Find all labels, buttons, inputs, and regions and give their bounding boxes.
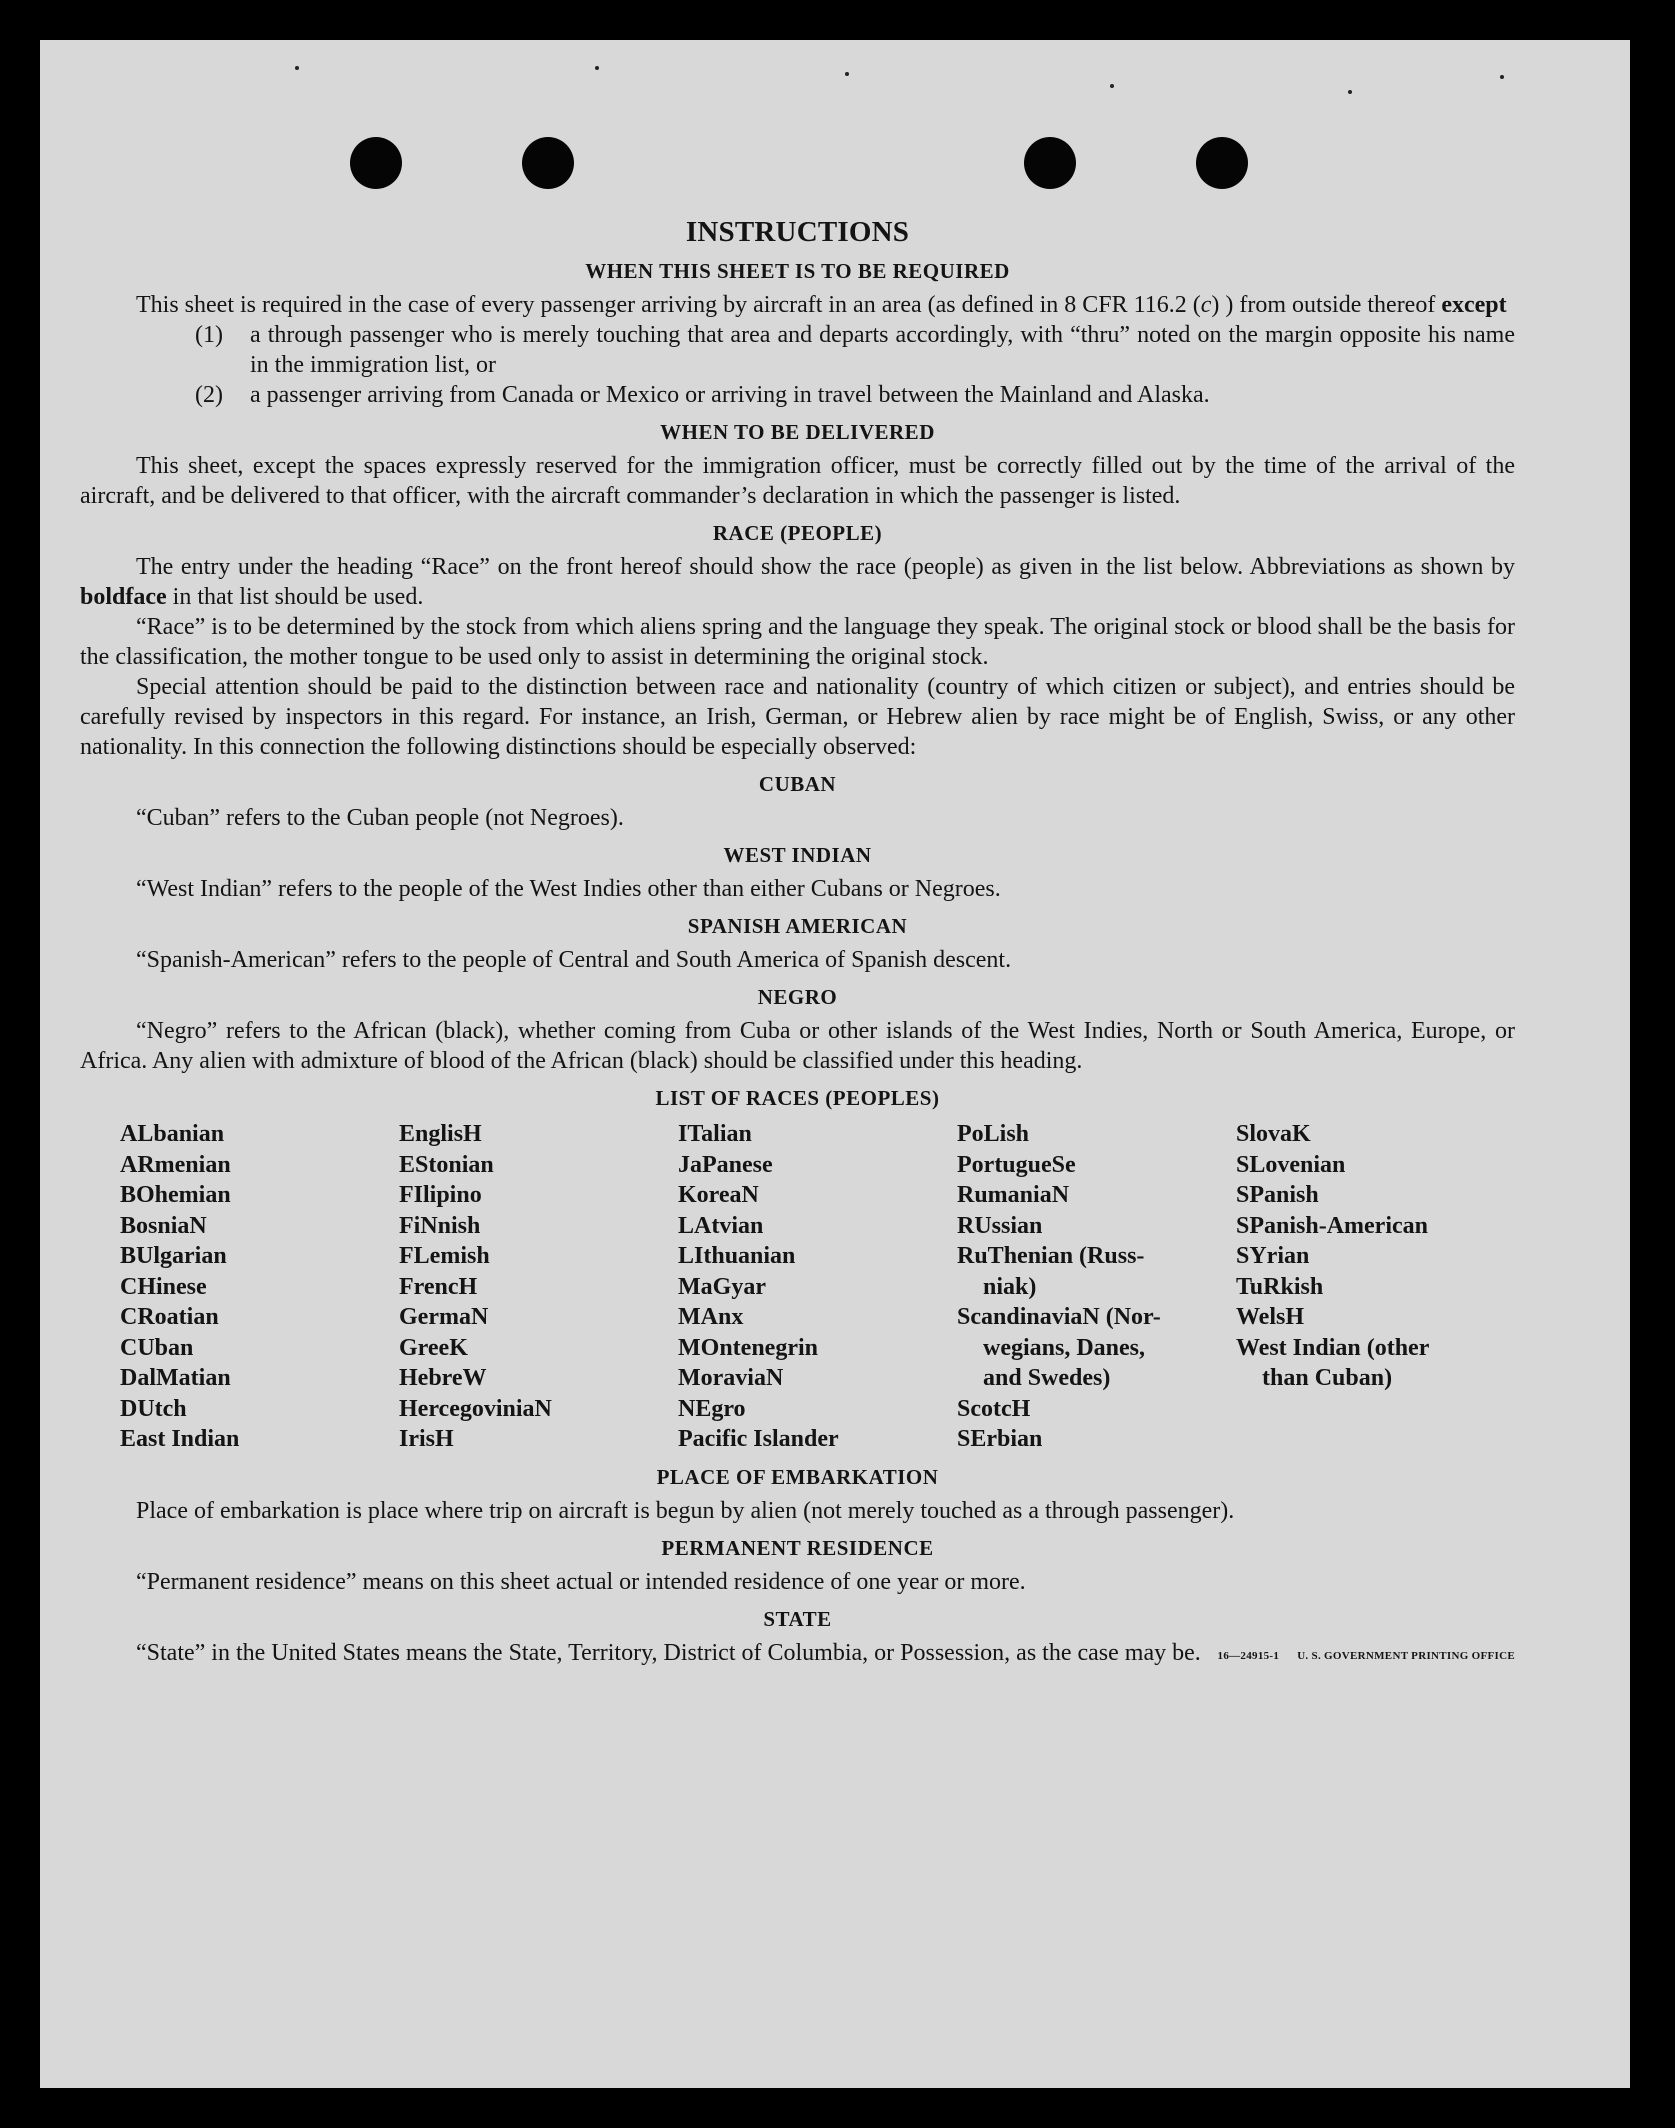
race-entry: FLemish (399, 1243, 490, 1269)
races-column (678, 1119, 957, 1455)
page-title: INSTRUCTIONS (685, 216, 910, 248)
race-entry: IrisH (399, 1426, 454, 1452)
section-heading: RACE (PEOPLE) (712, 521, 883, 545)
section-heading: NEGRO (757, 985, 838, 1009)
race-entry: MAnx (678, 1304, 744, 1330)
race-entry: Pacific Islander (678, 1426, 839, 1452)
race-entry: SYrian (1236, 1243, 1310, 1269)
speck (295, 66, 299, 70)
race-entry: ScandinaviaN (Nor- (957, 1304, 1161, 1330)
race-entry: CRoatian (120, 1304, 219, 1330)
cuban-text: “Cuban” refers to the Cuban people (not Negroes). (136, 805, 624, 831)
race-paragraph: Special attention should be paid to the distinction between race and nationality (country of which citizen or subject), and entries should be carefully revised by inspectors in this regard. For instance, an Irish, German, or Hebrew alien by race might be of English, Swiss, or any other nationality. In this connection the following distinctions should be especially observed: (80, 674, 1515, 760)
speck (595, 66, 599, 70)
race-entry: FiNnish (399, 1212, 481, 1239)
punch-hole (522, 137, 574, 189)
race-entry: niak) (983, 1273, 1037, 1300)
spanish-american-text: “Spanish-American” refers to the people of Central and South America of Spanish descent. (136, 947, 1012, 973)
race-entry: PortugueSe (957, 1151, 1076, 1178)
races-list (120, 1119, 1515, 1455)
section-heading: STATE (763, 1606, 832, 1631)
race-entry: GreeK (399, 1334, 468, 1361)
race-entry: RUssian (957, 1212, 1043, 1239)
race-entry: LIthuanian (678, 1243, 796, 1269)
race-entry: ALbanian (120, 1121, 225, 1147)
race-paragraph: The entry under the heading “Race” on the front hereof should show the race (people) as given in the list below. Abbreviations as shown by boldface in that list should be used. (80, 554, 1515, 610)
delivered-text: This sheet, except the spaces expressly reserved for the immigration officer, must be correctly filled out by the time of the arrival of the aircraft, and be delivered to that officer, with the aircraft commander’s declaration in which the passenger is listed. (80, 453, 1515, 509)
punch-hole (1196, 137, 1248, 189)
race-entry: FrencH (399, 1273, 478, 1300)
negro-text: “Negro” refers to the African (black), whether coming from Cuba or other islands of the West Indies, North or South America, Europe, or Africa. Any alien with admixture of blood of the African (black) should be classified under this heading. (80, 1018, 1515, 1074)
races-column (1236, 1119, 1515, 1455)
speck (1500, 75, 1504, 79)
races-column (120, 1119, 399, 1455)
west-indian-text: “West Indian” refers to the people of the West Indies other than either Cubans or Negroes. (136, 876, 1001, 902)
section-heading: WHEN THIS SHEET IS TO BE REQUIRED (585, 259, 1010, 283)
race-entry: SPanish-American (1236, 1212, 1428, 1239)
race-entry: BOhemian (120, 1182, 231, 1208)
race-entry: East Indian (120, 1426, 240, 1452)
race-entry: CHinese (120, 1273, 207, 1300)
section-heading: SPANISH AMERICAN (687, 914, 908, 938)
speck (1348, 90, 1352, 94)
residence-text: “Permanent residence” means on this sheet actual or intended residence of one year or more. (136, 1568, 1026, 1595)
speck (1110, 84, 1114, 88)
printer-imprint: U. S. GOVERNMENT PRINTING OFFICE (1297, 1649, 1515, 1662)
race-entry: MOntenegrin (678, 1334, 818, 1361)
section-heading: WEST INDIAN (723, 843, 872, 867)
speck (845, 72, 849, 76)
race-paragraph: “Race” is to be determined by the stock from which aliens spring and the language they speak. The original stock or blood shall be the basis for the classification, the mother tongue to be used only to assist in determining the original stock. (80, 614, 1515, 670)
races-column (957, 1119, 1236, 1455)
race-entry: EnglisH (399, 1121, 482, 1147)
race-entry: wegians, Danes, (983, 1334, 1146, 1361)
section-heading: PERMANENT RESIDENCE (661, 1535, 934, 1560)
race-entry: BosniaN (120, 1212, 207, 1239)
race-entry: PoLish (957, 1121, 1030, 1147)
race-entry: DUtch (120, 1395, 187, 1422)
race-entry: RuThenian (Russ- (957, 1243, 1145, 1269)
instructions-content (80, 216, 1515, 1664)
section-heading: LIST OF RACES (PEOPLES) (655, 1086, 940, 1110)
race-entry: FIlipino (399, 1182, 482, 1208)
required-intro: This sheet is required in the case of every passenger arriving by aircraft in an area (as defined in 8 CFR 116.2 (c) ) from outside thereof except (136, 292, 1507, 318)
race-entry: JaPanese (678, 1151, 773, 1178)
race-entry: ScotcH (957, 1395, 1031, 1422)
race-entry: SlovaK (1236, 1121, 1311, 1147)
race-entry: MoraviaN (678, 1365, 784, 1391)
race-entry: SErbian (957, 1426, 1043, 1452)
race-entry: LAtvian (678, 1212, 764, 1239)
race-entry: DalMatian (120, 1365, 231, 1391)
race-entry: ARmenian (120, 1151, 231, 1178)
list-item: (1) a through passenger who is merely touching that area and departs accordingly, with “thru” noted on the margin opposite his name in the immigration list, or (195, 322, 1515, 378)
race-entry: and Swedes) (983, 1365, 1111, 1391)
embarkation-text: Place of embarkation is place where trip on aircraft is begun by alien (not merely touched as a through passenger). (136, 1497, 1235, 1524)
race-entry: CUban (120, 1334, 194, 1361)
race-entry: SLovenian (1236, 1151, 1346, 1178)
race-entry: RumaniaN (957, 1182, 1070, 1208)
state-text: “State” in the United States means the State, Territory, District of Columbia, or Possession, as the case may be. (136, 1639, 1201, 1666)
race-entry: SPanish (1236, 1182, 1319, 1208)
list-item: (2) a passenger arriving from Canada or Mexico or arriving in travel between the Mainland and Alaska. (195, 382, 1210, 408)
race-entry: HebreW (399, 1365, 487, 1391)
race-entry: MaGyar (678, 1273, 766, 1300)
race-entry: TuRkish (1236, 1273, 1324, 1300)
race-entry: West Indian (other (1236, 1334, 1430, 1361)
races-column (399, 1119, 678, 1455)
form-number: 16—24915-1 (1217, 1649, 1280, 1662)
race-entry: GermaN (399, 1304, 489, 1330)
section-heading: WHEN TO BE DELIVERED (660, 420, 935, 444)
section-heading: CUBAN (758, 772, 837, 796)
race-entry: than Cuban) (1262, 1365, 1393, 1391)
race-entry: KoreaN (678, 1182, 759, 1208)
race-entry: BUlgarian (120, 1243, 227, 1269)
race-entry: WelsH (1236, 1304, 1305, 1330)
punch-hole (350, 137, 402, 189)
race-entry: HercegoviniaN (399, 1395, 552, 1422)
race-entry: ITalian (678, 1121, 752, 1147)
document-sheet (40, 40, 1630, 2088)
race-entry: EStonian (399, 1151, 494, 1178)
race-entry: NEgro (678, 1395, 746, 1422)
section-heading: PLACE OF EMBARKATION (656, 1464, 939, 1489)
punch-hole (1024, 137, 1076, 189)
